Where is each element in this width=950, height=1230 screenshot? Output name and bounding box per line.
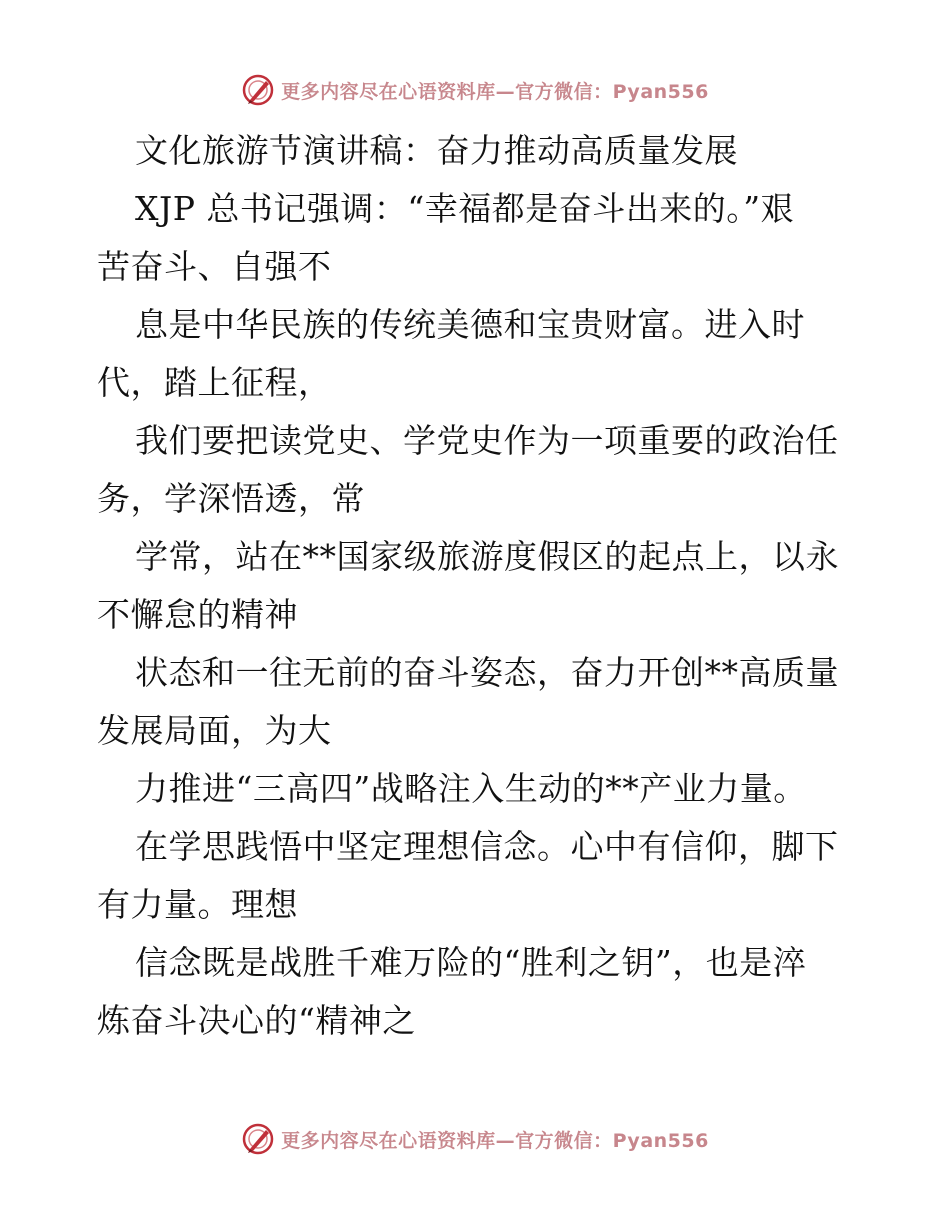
text-line: 力推进“三高四”战略注入生动的**产业力量。 [135, 769, 807, 808]
text-line: 息是中华民族的传统美德和宝贵财富。进入时 [135, 305, 805, 344]
text-line: 信念既是战胜千难万险的“胜利之钥”，也是淬 [135, 943, 807, 982]
text-line: 学常，站在**国家级旅游度假区的起点上，以永 [135, 537, 839, 576]
pen-circle-logo-icon [241, 1122, 275, 1156]
text-line: 不懈怠的精神 [97, 595, 298, 634]
document-body [97, 122, 857, 1050]
text-line: 发展局面，为大 [97, 711, 332, 750]
header-banner-text: 更多内容尽在心语资料库—官方微信：Pyan556 [281, 80, 709, 103]
footer-banner-text: 更多内容尽在心语资料库—官方微信：Pyan556 [281, 1129, 709, 1152]
footer-banner [0, 1119, 950, 1159]
text-line: 在学思践悟中坚定理想信念。心中有信仰，脚下 [135, 827, 839, 866]
text-line: 务，学深悟透，常 [97, 479, 365, 518]
text-line: 苦奋斗、自强不 [97, 247, 332, 286]
text-line: 代，踏上征程， [97, 363, 332, 402]
text-line: XJP 总书记强调：“幸福都是奋斗出来的。”艰 [135, 189, 795, 228]
text-line: 我们要把读党史、学党史作为一项重要的政治任 [135, 421, 839, 460]
text-line: 状态和一往无前的奋斗姿态，奋力开创**高质量 [135, 653, 839, 692]
header-banner [0, 70, 950, 110]
text-line: 炼奋斗决心的“精神之 [97, 1001, 416, 1040]
document-title: 文化旅游节演讲稿：奋力推动高质量发展 [135, 131, 738, 170]
pen-circle-logo-icon [241, 73, 275, 107]
text-line: 有力量。理想 [97, 885, 298, 924]
